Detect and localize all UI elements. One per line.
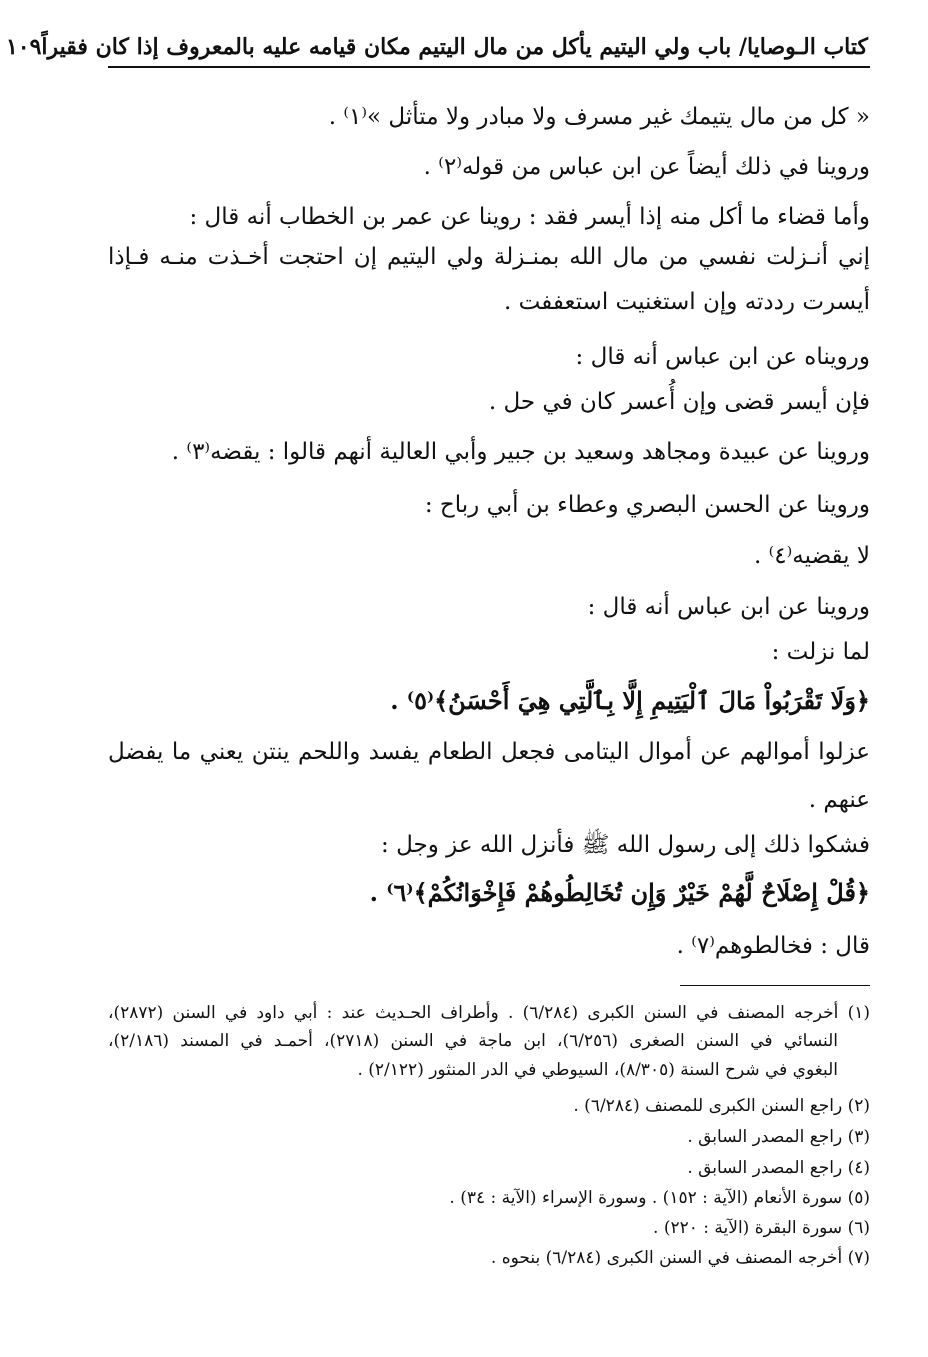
footnote-continuation: البغوي في شرح السنة (٨/٣٠٥)، السيوطي في الدر المنثور (٢/١٢٢) . [357,1060,838,1080]
text-line: عنهم . [808,787,870,813]
footnote-continuation: النسائي في السنن الصغرى (٦/٢٥٦)، ابن ماجة في السنن (٢٧١٨)، أحمـد في المسند (٢/١٨٦)، [108,1031,839,1051]
header-rule [108,66,870,68]
footnote: (٥) سورة الأنعام (الآية : ١٥٢) . وسورة الإسراء (الآية : ٣٤) . [449,1188,870,1208]
footnote: (٤) راجع المصدر السابق . [687,1158,870,1178]
footnote: (٧) أخرجه المصنف في السنن الكبرى (٦/٢٨٤) بنحوه . [490,1248,870,1268]
text-line: وأما قضاء ما أكل منه إذا أيسر فقد : روينا عن عمر بن الخطاب أنه قال : [189,204,870,230]
footnote-separator [680,985,870,986]
footnote: (١) أخرجه المصنف في السنن الكبرى (٦/٢٨٤) . وأطراف الحـديث عند : أبي داود في السنن (٢٨٧٢)، [108,1003,870,1023]
text-line: فإن أيسر قضى وإن أُعسر كان في حل . [488,389,870,415]
page-number: ١٠٩ [5,34,42,60]
text-line: وروينا عن ابن عباس أنه قال : [587,594,870,620]
footnote: (٢) راجع السنن الكبرى للمصنف (٦/٢٨٤) . [573,1096,870,1116]
text-line: أيسرت رددته وإن استغنيت استعففت . [504,289,870,315]
footnote: (٦) سورة البقرة (الآية : ٢٢٠) . [653,1218,870,1238]
text-line: لا يقضيه⁽٤⁾ . [754,543,870,569]
text-line: وروينا عن عبيدة ومجاهد وسعيد بن جبير وأبي العالية أنهم قالوا : يقضه⁽٣⁾ . [171,439,870,465]
text-line: وروينا في ذلك أيضاً عن ابن عباس من قوله⁽٢⁾ . [423,154,870,180]
text-line: وروينا عن الحسن البصري وعطاء بن أبي رباح : [424,492,870,518]
quran-verse: ﴿قُلْ إِصْلَاحٌ لَّهُمْ خَيْرٌ وَإِن تُخَالِطُوهُمْ فَإِخْوَانُكُمْ﴾⁽٦⁾ . [369,878,870,907]
running-header [5,30,868,64]
text-line: عزلوا أموالهم عن أموال اليتامى فجعل الطعام يفسد واللحم ينتن يعني ما يفضل [108,739,870,765]
text-line: فشكوا ذلك إلى رسول الله ﷺ فأنزل الله عز وجل : [381,832,870,858]
text-line: لما نزلت : [771,639,870,665]
running-title: كتاب الـوصايا/ باب ولي اليتيم يأكل من مال اليتيم مكان قيامه عليه بالمعروف إذا كان فقيراً [41,34,868,60]
text-line: قال : فخالطوهم⁽٧⁾ . [676,933,870,959]
text-line: ورويناه عن ابن عباس أنه قال : [575,344,870,370]
footnote: (٣) راجع المصدر السابق . [687,1127,870,1147]
quran-verse: ﴿وَلَا تَقْرَبُواْ مَالَ ٱلْيَتِيمِ إِلَّا بِٱلَّتِي هِيَ أَحْسَنُ﴾⁽٥⁾ . [390,686,870,715]
text-line: « كل من مال يتيمك غير مسرف ولا مبادر ولا متأثل »⁽١⁾ . [328,104,870,130]
text-line: إني أنـزلت نفسي من مال الله بمنـزلة ولي اليتيم إن احتجت أخـذت منـه فـإذا [108,244,870,270]
